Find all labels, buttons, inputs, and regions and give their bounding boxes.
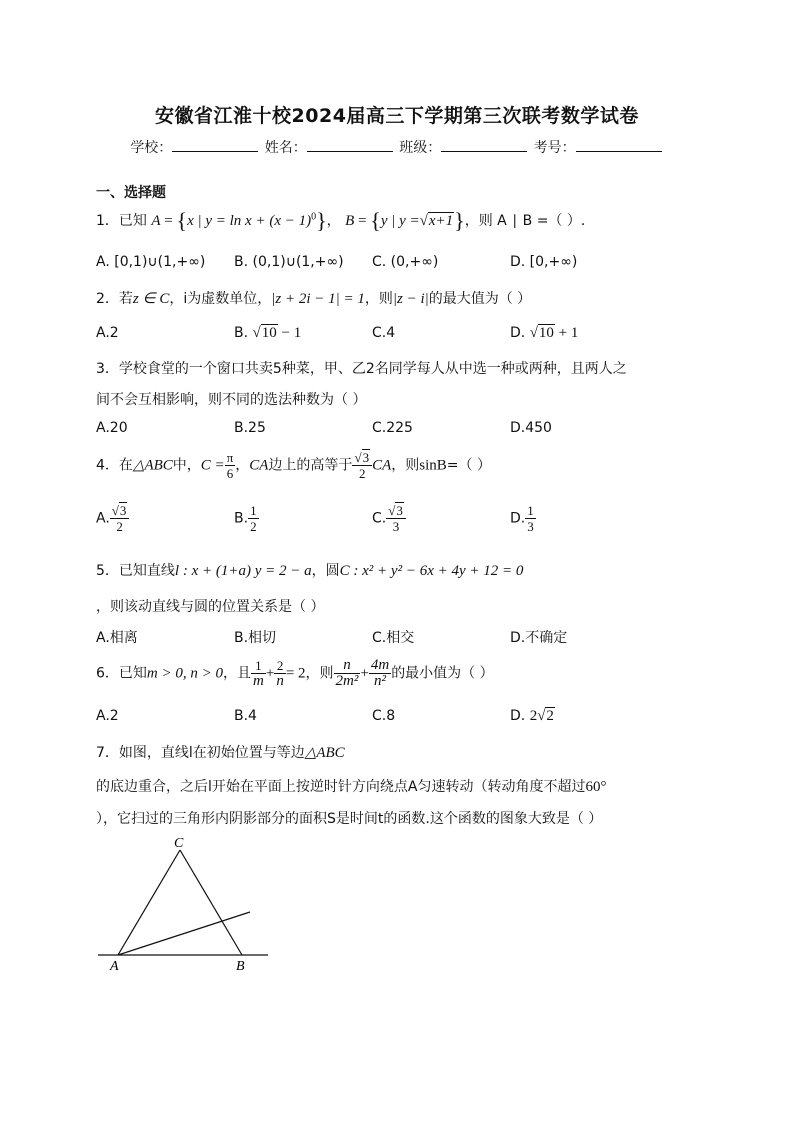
question-4 xyxy=(96,450,491,481)
q6-plus: + xyxy=(265,665,275,682)
q7-line-1-text: 7．如图，直线l在初始位置与等边 xyxy=(96,745,305,761)
q2-option-d-rad: 10 xyxy=(538,325,554,341)
q2-text-b: ，i为虚数单位， xyxy=(169,291,272,307)
q6-f2-den: n xyxy=(276,673,284,689)
q2-option-d-sqrt: √10 xyxy=(529,325,554,341)
q2-z-in-c: z ∈ C xyxy=(132,291,170,307)
q4-text-c: ， xyxy=(235,457,250,474)
q4-option-a-frac: $\frac{√3}{2}$ xyxy=(110,503,130,534)
question-1: 1．已知 A = {x | $y = \ln x + (x - 1)^0$}， B = {y | y =√x+1}，则 A ∣ B =（ ）. xyxy=(96,208,586,233)
triangle-figure xyxy=(90,830,280,980)
q1-sqrt-rad: x+1 xyxy=(428,213,454,229)
q7-line-2-text: 的底边重合，之后l开始在平面上按逆时针方向绕点A匀速转动（转动角度不超过 xyxy=(96,779,586,795)
question-2 xyxy=(96,288,531,308)
q6-option-d-rad: 2 xyxy=(546,708,554,724)
q5-circle-eq: C : x² + y² − 6x + 4y + 12 = 0 xyxy=(339,563,524,579)
q2-option-b-tail: − 1 xyxy=(277,325,302,341)
q4-option-a[interactable] xyxy=(96,503,129,534)
q3-line-1: 3．学校食堂的一个窗口共卖5种菜，甲、乙2名同学每人从中选一种或两种，且两人之 xyxy=(96,361,627,377)
q1-set-a-name: A xyxy=(151,213,161,229)
q7-angle: 60° xyxy=(585,779,607,795)
q2-text-c: ，则 xyxy=(364,291,393,307)
q6-option-d[interactable] xyxy=(510,708,555,725)
q1-set-b-name: B xyxy=(345,213,355,229)
q2-option-d[interactable] xyxy=(510,325,578,342)
q4-option-d-label: D. xyxy=(510,510,526,527)
q6-frac-4 xyxy=(369,658,391,689)
q1-sqrt: √x+1 xyxy=(419,213,454,229)
q5-line-2: ，则该动直线与圆的位置关系是（ ） xyxy=(96,599,325,615)
q6-text-c: ，则 xyxy=(305,665,334,682)
side-ac xyxy=(118,850,180,955)
q6-f2-num: 2 xyxy=(274,658,286,674)
q4-option-a-label: A. xyxy=(96,510,110,527)
q4-r3: 3 xyxy=(362,450,370,465)
q4-option-d-num: 1 xyxy=(527,503,534,518)
q4-two: 2 xyxy=(359,466,366,481)
number-blank[interactable] xyxy=(576,137,662,152)
q2-condition: |z + 2i − 1| = 1 xyxy=(271,291,365,307)
q1-set-b-body: y | y = xyxy=(380,213,420,229)
q6-text-b: ，且 xyxy=(223,665,251,682)
q3-option-d[interactable]: D.450 xyxy=(510,420,552,436)
exam-title: 安徽省江淮十校2024届高三下学期第三次联考数学试卷 xyxy=(155,105,639,127)
school-blank[interactable] xyxy=(172,137,258,152)
q4-option-c[interactable] xyxy=(372,503,406,534)
q6-text-d: 的最小值为（ ） xyxy=(391,665,494,682)
name-blank[interactable] xyxy=(307,137,393,152)
q3-line-2: 间不会互相影响，则不同的选法种数为（ ） xyxy=(96,392,367,408)
q4-ca2: CA xyxy=(372,457,392,474)
rotating-line-l xyxy=(118,912,250,955)
q2-option-b-sqrt: √10 xyxy=(252,325,277,341)
q1-tail: ，则 A ∣ B =（ ）. xyxy=(464,213,586,229)
q4-pi-over-6 xyxy=(225,450,236,481)
side-bc xyxy=(180,850,242,955)
q4-triangle: △ABC xyxy=(132,457,173,474)
q4-option-b-label: B. xyxy=(234,510,249,527)
q1-option-b[interactable]: B. (0,1)∪(1,+∞) xyxy=(234,254,344,270)
q6-f4-num: 4m xyxy=(370,657,390,673)
q6-condition: m > 0, n > 0 xyxy=(146,665,223,682)
question-6: 6．已知m > 0, n > 0，且 $\frac{1}{m}$ + $\frac{2}{n}$ = 2，则 $\frac{n}{\text{2m²}}$ + $\frac{4m}{\text{n²}}$ 的最小值为（ ） xyxy=(96,657,494,689)
q5-option-d[interactable]: D.不确定 xyxy=(510,630,568,646)
q6-option-a[interactable]: A.2 xyxy=(96,708,119,724)
q4-option-a-den: 2 xyxy=(116,519,123,534)
q5-lead: 5．已知直线 xyxy=(96,563,175,579)
number-label: 考号： xyxy=(533,140,576,156)
name-label: 姓名： xyxy=(264,140,307,156)
q4-option-d[interactable] xyxy=(510,503,536,534)
q4-option-b-num: 1 xyxy=(250,503,257,518)
q6-frac-2 xyxy=(274,658,286,689)
q4-option-c-label: C. xyxy=(372,510,387,527)
q6-option-d-label: D. xyxy=(510,708,526,724)
q6-lead: 6．已知 xyxy=(96,665,147,682)
student-info-line xyxy=(0,137,794,157)
q6-f3-den: 2m² xyxy=(335,673,359,689)
q4-root3-over-2: $\frac{√3}{2}$ xyxy=(352,450,372,481)
q6-frac-1 xyxy=(251,658,266,689)
q4-c-lhs: C = xyxy=(200,457,225,474)
q2-option-b-rad: 10 xyxy=(261,325,277,341)
q2-abs: |z − i| xyxy=(392,291,429,307)
q4-lead: 4．在 xyxy=(96,457,133,474)
q4-option-b-den: 2 xyxy=(250,519,257,534)
q1-option-d[interactable]: D. [0,+∞) xyxy=(510,254,578,270)
q4-option-c-den: 3 xyxy=(392,519,400,534)
q5-option-a[interactable]: A.相离 xyxy=(96,630,138,646)
vertex-b-label: B xyxy=(236,959,245,974)
q5-line-eq: l : x + (1+a) y = 2 − a xyxy=(174,563,312,579)
q4-text-b: 中， xyxy=(172,457,201,474)
q6-f4-den: n² xyxy=(374,673,387,689)
q4-option-c-rad: 3 xyxy=(396,503,403,518)
q2-text-d: 的最大值为（ ） xyxy=(428,291,532,307)
q4-text-d: 边上的高等于 xyxy=(268,457,353,474)
q4-text-e: ，则 xyxy=(391,457,420,474)
q4-six: 6 xyxy=(226,466,234,481)
q3-option-a[interactable]: A.20 xyxy=(96,420,128,436)
q7-triangle: △ABC xyxy=(304,745,345,761)
q6-f1-den: m xyxy=(253,673,264,689)
q3-option-c[interactable]: C.225 xyxy=(372,420,413,436)
q4-option-d-den: 3 xyxy=(527,519,534,534)
q6-option-d-coef: 2 xyxy=(529,708,538,724)
q4-sinb: sinB xyxy=(419,457,447,474)
q2-option-b-label: B. xyxy=(234,325,249,341)
section-heading: 一、选择题 xyxy=(96,185,166,201)
question-5 xyxy=(96,560,523,580)
q4-option-d-frac xyxy=(525,503,536,534)
q5-text-b: ，圆 xyxy=(311,563,340,579)
q4-pi: π xyxy=(226,450,234,465)
q2-option-d-label: D. xyxy=(510,325,526,341)
vertex-a-label: A xyxy=(110,959,119,974)
q6-f1-num: 1 xyxy=(251,658,266,674)
class-blank[interactable] xyxy=(441,137,527,152)
school-label: 学校： xyxy=(130,140,173,156)
q6-eq: = 2 xyxy=(285,665,306,682)
q2-option-c[interactable]: C.4 xyxy=(372,325,396,341)
q6-option-b[interactable]: B.4 xyxy=(234,708,257,724)
q1-option-a[interactable]: A. [0,1)∪(1,+∞) xyxy=(96,254,206,270)
q6-f3-num: n xyxy=(334,658,361,674)
q6-frac-3 xyxy=(334,658,361,689)
q2-lead: 2．若 xyxy=(96,291,133,307)
q4-option-c-frac: $\frac{√3}{3}$ xyxy=(386,503,406,534)
q5-option-c[interactable]: C.相交 xyxy=(372,630,415,646)
q2-option-a[interactable]: A.2 xyxy=(96,325,119,341)
q2-option-d-tail: + 1 xyxy=(554,325,579,341)
q7-line-2 xyxy=(96,776,606,796)
q7-line-1 xyxy=(96,742,345,762)
q4-option-a-rad: 3 xyxy=(119,503,127,518)
q4-option-b-frac xyxy=(248,503,259,534)
q5-option-b[interactable]: B.相切 xyxy=(234,630,277,646)
q1-option-c[interactable]: C. (0,+∞) xyxy=(372,254,439,270)
class-label: 班级： xyxy=(399,140,442,156)
q3-option-b[interactable]: B.25 xyxy=(234,420,266,436)
q4-option-b[interactable] xyxy=(234,503,259,534)
q1-lead: 1．已知 xyxy=(96,213,147,229)
q1-set-a-body: x | y = ln x + (x − 1) xyxy=(187,213,312,229)
vertex-c-label: C xyxy=(174,836,184,851)
q4-text-f: =（ ） xyxy=(446,457,491,474)
q6-option-c[interactable]: C.8 xyxy=(372,708,396,724)
q7-line-3: ），它扫过的三角形内阴影部分的面积S是时间t的函数.这个函数的图象大致是（ ） xyxy=(96,811,603,827)
q1-sep: ， xyxy=(326,213,341,229)
q1-set-a-exp: 0 xyxy=(311,211,317,223)
q4-ca: CA xyxy=(249,457,269,474)
q2-option-b[interactable] xyxy=(234,325,301,342)
q6-option-d-sqrt: √2 xyxy=(537,708,554,724)
